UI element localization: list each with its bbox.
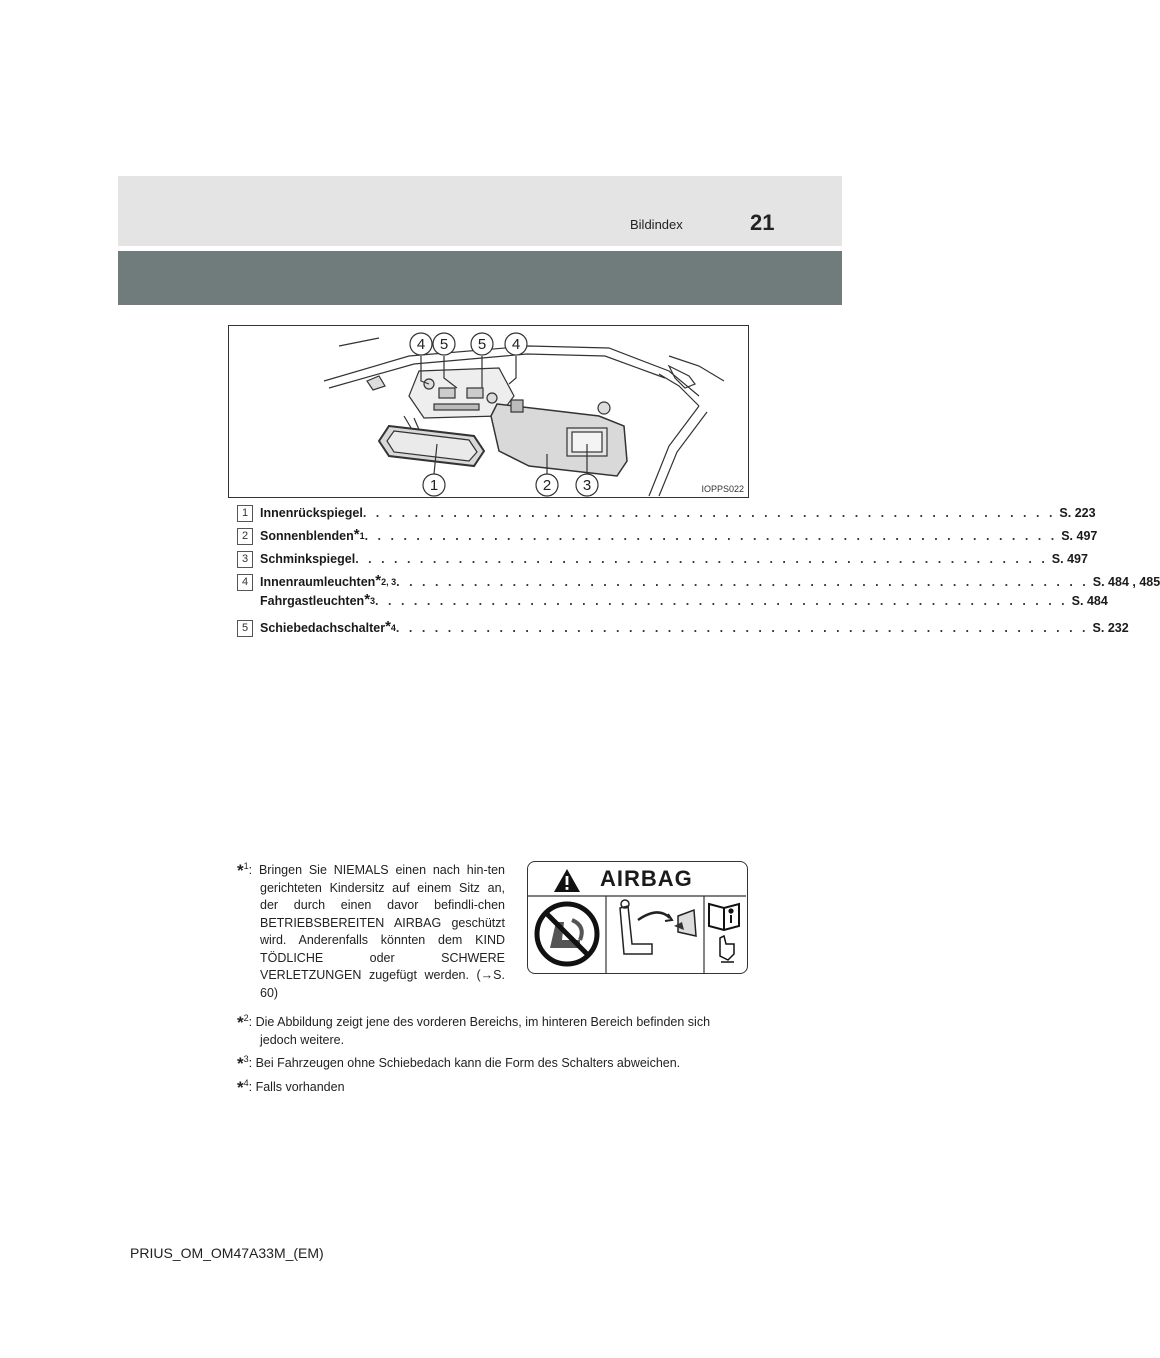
footnote-num: 4 [243,1078,249,1088]
item-label: Innenrückspiegel [260,506,363,520]
footnote-text [237,1075,747,1097]
airbag-pictograms [528,896,746,973]
airbag-deploy-seat-icon [620,900,696,954]
footnote-1 [237,858,505,1002]
footnote-num: 3 [243,1054,249,1064]
document-code: PRIUS_OM_OM47A33M_(EM) [130,1245,324,1261]
page-reference[interactable]: S. 484 , 485 [1092,575,1160,589]
item-line [260,591,1108,611]
footnote-body: : Die Abbildung zeigt jene des vorderen Bereichs, im hinteren Bereich befinden sich jedoch weitere. [248,1015,711,1047]
list-item [237,618,1129,643]
footnote-body: : Bei Fahrzeugen ohne Schiebedach kann die Form des Schalters abweichen. [248,1056,681,1070]
item-label: Fahrgastleuchten [260,594,365,608]
list-item [237,591,1108,620]
callout-5-left [433,333,455,355]
footnote-mark [353,526,365,543]
list-item [237,551,1088,574]
page-number: 21 [750,210,775,235]
footnote-mark [237,861,249,880]
airbag-title: AIRBAG [600,866,693,891]
footnote-text [237,1010,747,1049]
footnote-mark [237,1013,249,1032]
footnote-mark [375,572,397,589]
footnote-num: 4 [390,623,396,633]
footnote-num: 1 [359,531,365,541]
footnote-3 [237,1051,747,1073]
svg-text:1: 1 [429,477,439,494]
section-title: Bildindex [630,217,683,232]
header-band [118,176,842,246]
callout-1 [423,474,445,496]
svg-text:3: 3 [582,477,592,494]
svg-text:2: 2 [542,477,552,494]
warning-triangle-icon [552,867,582,894]
figure-code: IOPPS022 [701,484,744,494]
dot-leader: . . . . . . . . . . . . . . . . . . . . . . . . . . . . . . . . . . . . . . . . . . . . . . . . . . . . . . [375,594,1068,608]
page-reference[interactable]: S. 497 [1051,552,1088,566]
star: * [364,591,371,608]
footnote-mark [364,591,376,608]
dot-leader: . . . . . . . . . . . . . . . . . . . . . . . . . . . . . . . . . . . . . . . . . . . . . . . . . . . . . . [396,575,1089,589]
callout-4-left [410,333,432,355]
callout-3 [576,474,598,496]
item-number-badge: 3 [237,551,253,568]
footnote-num: 3 [370,596,376,606]
item-line [260,618,1129,638]
callout-4-right [505,333,527,355]
svg-text:5: 5 [439,336,449,353]
footnote-mark [385,618,396,635]
star: * [375,572,382,589]
dot-leader: . . . . . . . . . . . . . . . . . . . . . . . . . . . . . . . . . . . . . . . . . . . . . . . . . . . . . . [395,621,1089,635]
page-reference[interactable]: S. 497 [1061,529,1098,543]
footnote-text [237,1051,747,1073]
item-label: Schminkspiegel [260,552,356,566]
item-label-wrap [260,618,396,638]
dot-leader: . . . . . . . . . . . . . . . . . . . . . . . . . . . . . . . . . . . . . . . . . . . . . . . . . . . . . . [362,506,1056,520]
page-reference[interactable]: S. 484 [1071,594,1108,608]
star: * [237,1078,244,1097]
item-label: Sonnenblenden [260,529,354,543]
item-number-badge: 5 [237,620,253,637]
item-line [260,552,1088,566]
footnote-mark [237,1054,249,1073]
item-number-badge: 1 [237,505,253,522]
page-reference[interactable]: S. 223 [1059,506,1096,520]
footnote-num: 2, 3 [381,577,397,587]
star: * [385,618,391,635]
star: * [237,1013,244,1032]
item-label: Schiebedachschalter [260,621,386,635]
item-list [237,505,1160,643]
dot-leader: . . . . . . . . . . . . . . . . . . . . . . . . . . . . . . . . . . . . . . . . . . . . . . . . . . . . . . [364,529,1058,543]
interior-illustration [228,325,749,498]
callout-5-right [471,333,493,355]
footnote-2 [237,1010,747,1049]
svg-text:4: 4 [511,336,521,353]
item-label-wrap [260,572,397,592]
item-line [260,526,1098,546]
item-number-badge: 4 [237,574,253,591]
footnote-num: 1 [243,861,249,871]
footnote-body: : Bringen Sie NIEMALS einen nach hin-ten gerichteten Kindersitz auf einem Sitz an, der durch einen davor befindli-chen BETRIEBSBEREITEN AIRBAG geschützt wird. Anderenfalls könnten dem KIND TÖDLICHE oder SCHWERE VERLETZUNGEN zugefügt werden. (→S. 60) [248,863,505,1000]
dot-leader: . . . . . . . . . . . . . . . . . . . . . . . . . . . . . . . . . . . . . . . . . . . . . . . . . . . . . . [355,552,1048,566]
list-item [237,526,1098,551]
list-item [237,505,1096,528]
page-reference[interactable]: S. 232 [1092,621,1129,635]
no-rear-facing-child-seat-icon [537,904,597,964]
star: * [237,1054,244,1073]
header-bar [118,251,842,305]
svg-text:5: 5 [477,336,487,353]
callout-layer [229,326,748,497]
item-label: Innenraumleuchten [260,575,376,589]
item-line [260,506,1096,520]
read-manual-icon [709,904,739,962]
footnote-body: : Falls vorhanden [248,1080,345,1094]
star: * [353,526,360,543]
footnote-text [237,858,505,1002]
svg-text:4: 4 [416,336,426,353]
star: * [237,861,244,880]
item-number-badge: 2 [237,528,253,545]
footnote-mark [237,1078,249,1097]
item-line [260,572,1160,592]
item-label-wrap [260,526,365,546]
airbag-warning-label [527,861,748,974]
callout-2 [536,474,558,496]
footnote-num: 2 [243,1013,249,1023]
footnote-4 [237,1075,747,1097]
item-label-wrap [260,591,376,611]
